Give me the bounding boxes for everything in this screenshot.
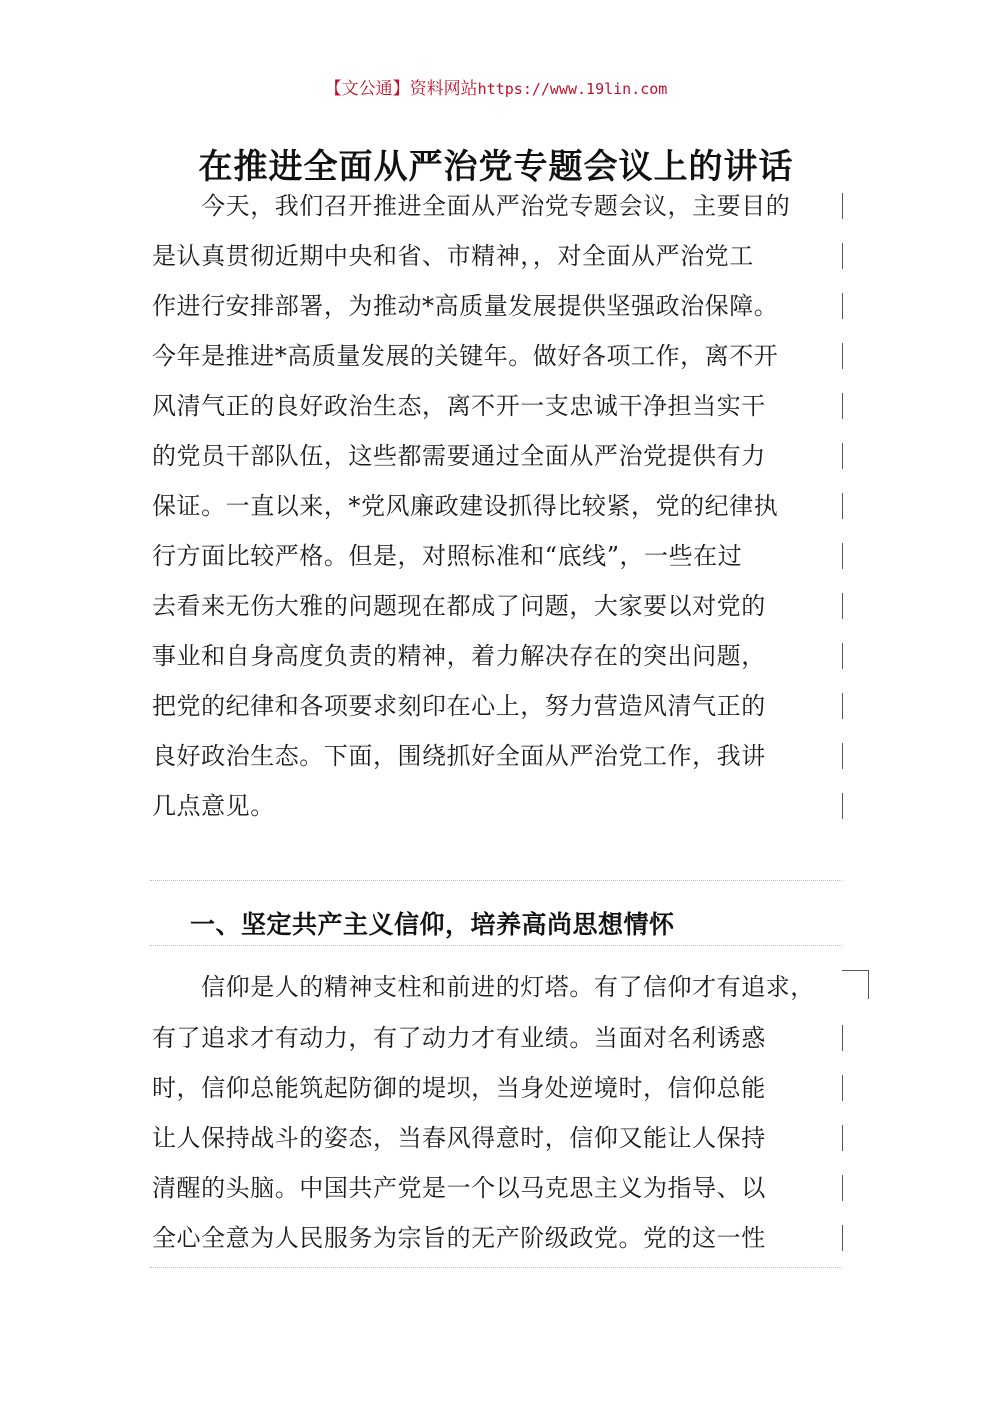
paragraph-line: 今年是推进*高质量发展的关键年。做好各项工作，离不开 [152,342,779,370]
paragraph-line: 信仰是人的精神支柱和前进的灯塔。有了信仰才有追求， [152,973,815,1001]
paragraph-line: 让人保持战斗的姿态，当春风得意时，信仰又能让人保持 [152,1124,766,1152]
margin-mark [842,393,843,419]
margin-mark [842,1125,843,1151]
paragraph-line: 清醒的头脑。中国共产党是一个以马克思主义为指导、以 [152,1174,766,1202]
margin-mark [842,593,843,619]
paragraph-line: 全心全意为人民服务为宗旨的无产阶级政党。党的这一性 [152,1224,766,1252]
margin-mark [842,1075,843,1101]
site-header [0,74,992,99]
paragraph-line: 良好政治生态。下面，围绕抓好全面从严治党工作，我讲 [152,742,766,770]
margin-mark [842,293,843,319]
paragraph-line: 作进行安排部署，为推动*高质量发展提供坚强政治保障。 [152,292,779,320]
margin-mark [842,643,843,669]
document-title: 在推进全面从严治党专题会议上的讲话 [198,147,794,187]
section-heading: 一、坚定共产主义信仰，培养高尚思想情怀 [190,910,675,939]
paragraph-line: 几点意见。 [152,792,275,820]
margin-mark [842,193,843,219]
paragraph-line: 有了追求才有动力，有了动力才有业绩。当面对名利诱惑 [152,1024,766,1052]
paragraph-line: 今天，我们召开推进全面从严治党专题会议，主要目的 [152,192,791,220]
margin-mark [842,493,843,519]
paragraph-line: 事业和自身高度负责的精神，着力解决存在的突出问题， [152,642,766,670]
paragraph-line: 风清气正的良好政治生态，离不开一支忠诚干净担当实干 [152,392,766,420]
margin-mark [842,1225,843,1251]
paragraph-line: 行方面比较严格。但是，对照标准和“底线”，一些在过 [152,542,743,570]
paragraph-line: 去看来无伤大雅的问题现在都成了问题，大家要以对党的 [152,592,766,620]
paragraph-line: 时，信仰总能筑起防御的堤坝，当身处逆境时，信仰总能 [152,1074,766,1102]
margin-mark [842,693,843,719]
paragraph-line: 把党的纪律和各项要求刻印在心上，努力营造风清气正的 [152,692,766,720]
margin-mark [842,1175,843,1201]
margin-mark [842,443,843,469]
margin-mark [842,243,843,269]
margin-mark [842,1025,843,1051]
margin-mark [842,543,843,569]
header-url[interactable]: https://www.19lin.com [477,80,668,98]
paragraph-line: 的党员干部队伍，这些都需要通过全面从严治党提供有力 [152,442,766,470]
paragraph-line: 保证。一直以来，*党风廉政建设抓得比较紧，党的纪律执 [152,492,779,520]
margin-mark [842,743,843,769]
page-bottom-divider [150,1267,842,1268]
margin-mark [842,793,843,819]
section-divider [150,945,842,946]
margin-box [842,970,869,999]
paragraph-line: 是认真贯彻近期中央和省、市精神，，对全面从严治党工 [152,242,754,270]
section-divider [150,880,842,881]
header-brand: 【文公通】资料网站 [324,79,478,99]
margin-mark [842,343,843,369]
